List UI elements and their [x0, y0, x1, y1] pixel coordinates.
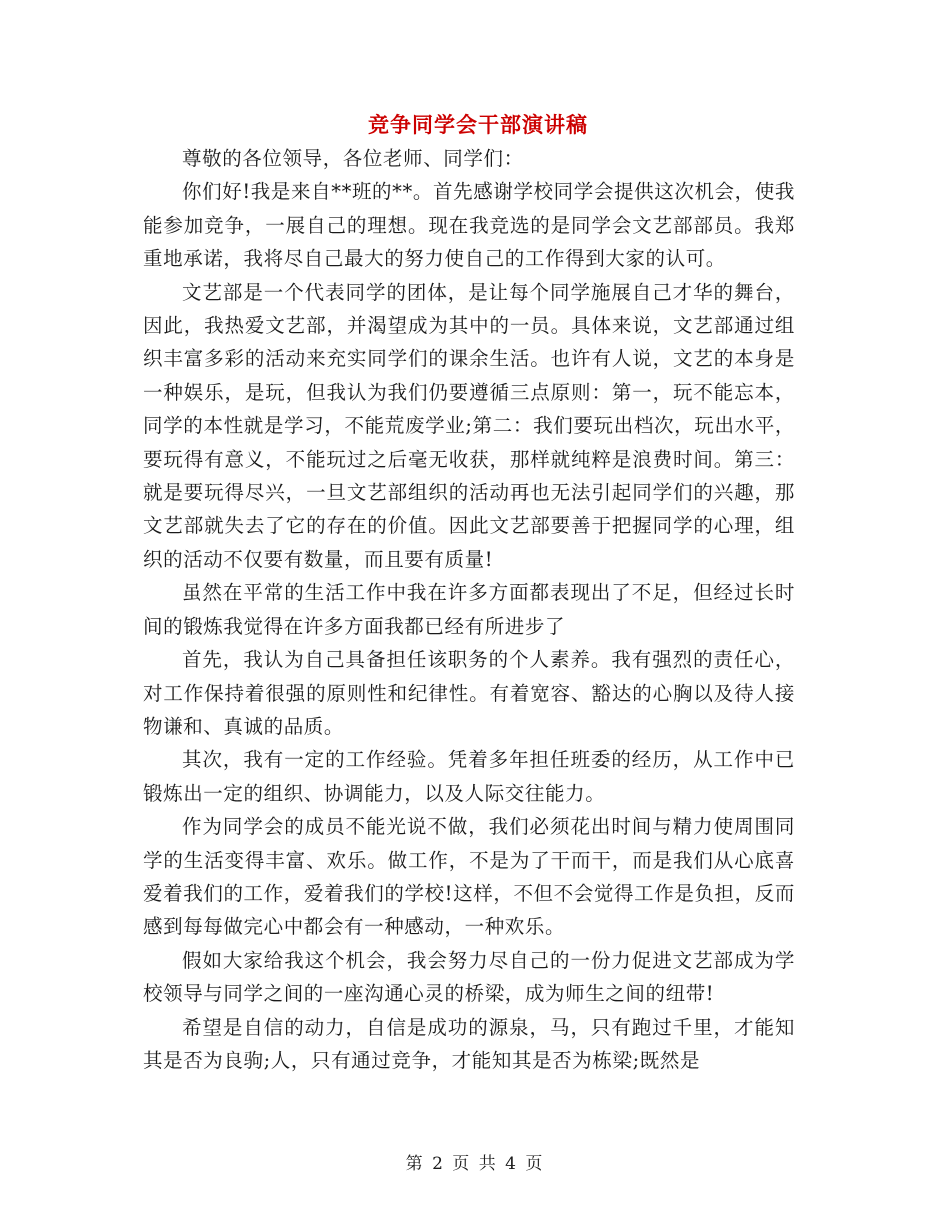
- document-page: [143, 108, 795, 1077]
- page-number-footer: 第 2 页 共 4 页: [405, 1154, 545, 1174]
- paragraph-first-quality: 首先，我认为自己具备担任该职务的个人素养。我有强烈的责任心，对工作保持着很强的原则性和纪律性。有着宽容、豁达的心胸以及待人接物谦和、真诚的品质。: [143, 648, 795, 738]
- paragraph-promise: 假如大家给我这个机会，我会努力尽自己的一份力促进文艺部成为学校领导与同学之间的一座沟通心灵的桥梁，成为师生之间的纽带!: [143, 948, 795, 1006]
- paragraph-intro: 你们好!我是来自**班的**。首先感谢学校同学会提供这次机会，使我能参加竞争，一展自己的理想。现在我竞选的是同学会文艺部部员。我郑重地承诺，我将尽自己最大的努力使自己的工作得到大家的认可。: [143, 180, 795, 271]
- paragraph-greeting: 尊敬的各位领导，各位老师、同学们：: [182, 147, 524, 170]
- paragraph-hope: 希望是自信的动力，自信是成功的源泉，马，只有跑过千里，才能知其是否为良驹;人，只有通过竞争，才能知其是否为栋梁;既然是: [143, 1015, 795, 1072]
- paragraph-commitment: 作为同学会的成员不能光说不做，我们必须花出时间与精力使周围同学的生活变得丰富、欢乐。做工作，不是为了干而干，而是我们从心底喜爱着我们的工作，爱着我们的学校!这样，不但不会觉得工作是负担，反而感到每每做完心中都会有一种感动，一种欢乐。: [143, 815, 795, 939]
- paragraph-progress: 虽然在平常的生活工作中我在许多方面都表现出了不足，但经过长时间的锻炼我觉得在许多方面我都已经有所进步了: [143, 581, 795, 638]
- paragraph-about-department: 文艺部是一个代表同学的团体，是让每个同学施展自己才华的舞台，因此，我热爱文艺部，并渴望成为其中的一员。具体来说，文艺部通过组织丰富多彩的活动来充实同学们的课余生活。也许有人说，文艺的本身是一种娱乐，是玩，但我认为我们仍要遵循三点原则：第一，玩不能忘本，同学的本性就是学习，不能荒废学业;第二：我们要玩出档次，玩出水平，要玩得有意义，不能玩过之后毫无收获，那样就纯粹是浪费时间。第三：就是要玩得尽兴，一旦文艺部组织的活动再也无法引起同学们的兴趣，那文艺部就失去了它的存在的价值。因此文艺部要善于把握同学的心理，组织的活动不仅要有数量，而且要有质量!: [143, 280, 795, 571]
- document-title: 竞争同学会干部演讲稿: [368, 112, 588, 137]
- paragraph-second-experience: 其次，我有一定的工作经验。凭着多年担任班委的经历，从工作中已锻炼出一定的组织、协调能力，以及人际交往能力。: [143, 748, 795, 805]
